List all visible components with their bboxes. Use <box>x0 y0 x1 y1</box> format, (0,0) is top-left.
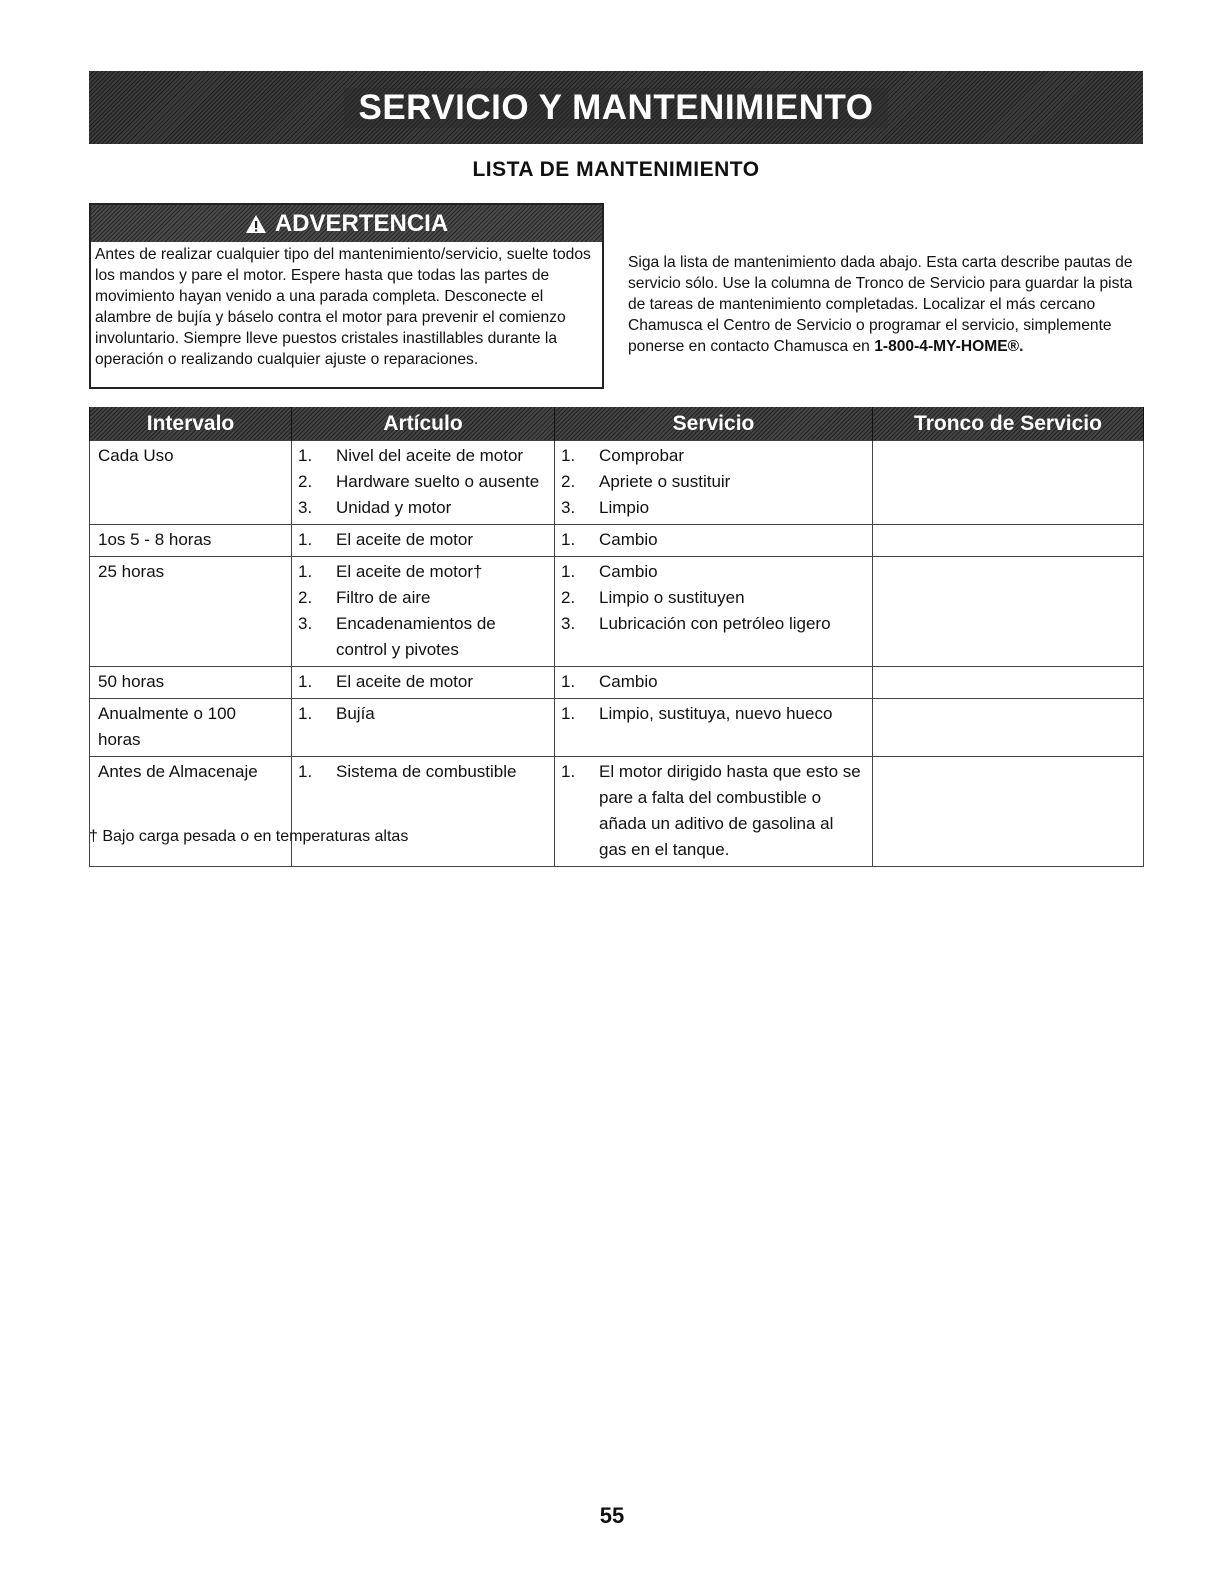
list-item <box>561 527 864 553</box>
interval-cell: Cada Uso <box>90 441 292 525</box>
list-item-text: Unidad y motor <box>336 498 452 517</box>
section-title: SERVICIO Y MANTENIMIENTO <box>344 88 887 128</box>
list-item-number: 3. <box>561 498 576 517</box>
warning-header <box>91 205 602 242</box>
list-item <box>561 759 864 863</box>
interval-cell: Antes de Almacenaje <box>90 757 292 867</box>
item-cell <box>292 525 555 557</box>
header-servicio: Servicio <box>555 407 873 441</box>
service-log-cell[interactable] <box>873 699 1144 757</box>
list-item <box>298 611 546 663</box>
list-item-text: Nivel del aceite de motor <box>336 446 524 465</box>
table-row <box>90 699 1144 757</box>
list-item-text: Encadenamientos de control y pivotes <box>336 614 496 659</box>
list-item-text: Bujía <box>336 704 375 723</box>
item-cell <box>292 757 555 867</box>
service-log-cell[interactable] <box>873 557 1144 667</box>
list-item <box>561 611 864 637</box>
list-item-text: El aceite de motor <box>336 530 474 549</box>
list-item-number: 1. <box>298 562 313 581</box>
intro-paragraph <box>628 252 1148 357</box>
table-row <box>90 525 1144 557</box>
list-item <box>298 701 546 727</box>
list-item-number: 1. <box>561 562 576 581</box>
list-item-number: 2. <box>561 472 576 491</box>
interval-cell: Anualmente o 100 horas <box>90 699 292 757</box>
list-item-text: Cambio <box>599 562 658 581</box>
section-banner <box>89 71 1143 144</box>
list-item-number: 1. <box>298 446 313 465</box>
table-row <box>90 441 1144 525</box>
list-item <box>298 469 546 495</box>
list-item-number: 3. <box>298 614 313 633</box>
list-item <box>298 585 546 611</box>
list-item-text: Cambio <box>599 672 658 691</box>
table-row <box>90 757 1144 867</box>
service-cell <box>555 525 873 557</box>
warning-triangle-icon <box>245 214 267 234</box>
list-item-text: Limpio <box>599 498 650 517</box>
list-item <box>561 701 864 727</box>
warning-title: ADVERTENCIA <box>274 209 449 237</box>
table-header-row <box>90 407 1144 441</box>
list-item <box>561 585 864 611</box>
list-item <box>298 759 546 785</box>
list-item-text: Hardware suelto o ausente <box>336 472 540 491</box>
list-item-number: 1. <box>561 446 576 465</box>
service-log-cell[interactable] <box>873 525 1144 557</box>
list-item <box>298 443 546 469</box>
service-cell <box>555 557 873 667</box>
service-cell <box>555 699 873 757</box>
list-item-text: El aceite de motor† <box>336 562 483 581</box>
list-item-number: 3. <box>561 614 576 633</box>
list-item-number: 2. <box>298 588 313 607</box>
list-item-number: 1. <box>298 672 313 691</box>
service-cell <box>555 667 873 699</box>
list-item <box>561 469 864 495</box>
list-item-number: 1. <box>561 704 576 723</box>
list-item-number: 1. <box>298 530 313 549</box>
list-item-text: Comprobar <box>599 446 685 465</box>
list-item <box>561 669 864 695</box>
list-item-text: El aceite de motor <box>336 672 474 691</box>
list-item-number: 2. <box>298 472 313 491</box>
item-cell <box>292 667 555 699</box>
service-log-cell[interactable] <box>873 757 1144 867</box>
header-articulo: Artículo <box>292 407 555 441</box>
header-tronco-de-servicio: Tronco de Servicio <box>873 407 1144 441</box>
warning-text: Antes de realizar cualquier tipo del mantenimiento/servicio, suelte todos los mandos y pare el motor. Espere hasta que todas las partes de movimiento hayan venido a una parada completa. Desconecte el alambre de bujía y báselo contra el motor para prevenir el comienzo involuntario. Siempre lleve puestos cristales inastillables durante la operación o realizando cualquier ajuste o reparaciones. <box>95 246 591 368</box>
list-item <box>561 495 864 521</box>
list-item-text: Sistema de combustible <box>336 762 517 781</box>
item-cell <box>292 441 555 525</box>
list-item-text: Apriete o sustituir <box>599 472 731 491</box>
intro-text: Siga la lista de mantenimiento dada abajo. Esta carta describe pautas de servicio sólo. Use la columna de Tronco de Servicio para guardar la pista de tareas de mantenimiento completadas. Localizar el más cercano Chamusca el Centro de Servicio o programar el servicio, simplemente ponerse en contacto Chamusca en <box>628 254 1133 355</box>
list-item-text: Limpio o sustituyen <box>599 588 745 607</box>
service-log-cell[interactable] <box>873 441 1144 525</box>
list-item <box>298 669 546 695</box>
list-item <box>561 443 864 469</box>
footnote: † Bajo carga pesada o en temperaturas altas <box>89 828 409 845</box>
list-item-number: 1. <box>561 530 576 549</box>
list-item <box>298 495 546 521</box>
interval-cell: 1os 5 - 8 horas <box>90 525 292 557</box>
service-cell <box>555 441 873 525</box>
service-log-cell[interactable] <box>873 667 1144 699</box>
warning-box <box>89 203 604 389</box>
list-item-text: Filtro de aire <box>336 588 431 607</box>
interval-cell: 50 horas <box>90 667 292 699</box>
table-row <box>90 557 1144 667</box>
list-item-text: Cambio <box>599 530 658 549</box>
list-item-number: 3. <box>298 498 313 517</box>
list-item-text: Lubricación con petróleo ligero <box>599 614 831 633</box>
item-cell <box>292 699 555 757</box>
service-cell <box>555 757 873 867</box>
header-intervalo: Intervalo <box>90 407 292 441</box>
interval-cell: 25 horas <box>90 557 292 667</box>
list-item-text: Limpio, sustituya, nuevo hueco <box>599 704 833 723</box>
list-item-number: 1. <box>298 704 313 723</box>
list-item <box>561 559 864 585</box>
page-number: 55 <box>599 1503 625 1528</box>
list-item-text: El motor dirigido hasta que esto se pare a falta del combustible o añada un aditivo de gasolina al gas en el tanque. <box>599 762 861 859</box>
list-item-number: 2. <box>561 588 576 607</box>
maintenance-table <box>89 407 1144 867</box>
phone-number: 1-800-4-MY-HOME®. <box>874 338 1024 355</box>
list-item-number: 1. <box>298 762 313 781</box>
item-cell <box>292 557 555 667</box>
page-subtitle: LISTA DE MANTENIMIENTO <box>472 158 760 181</box>
list-item <box>298 527 546 553</box>
list-item-number: 1. <box>561 762 576 781</box>
list-item <box>298 559 546 585</box>
table-row <box>90 667 1144 699</box>
list-item-number: 1. <box>561 672 576 691</box>
